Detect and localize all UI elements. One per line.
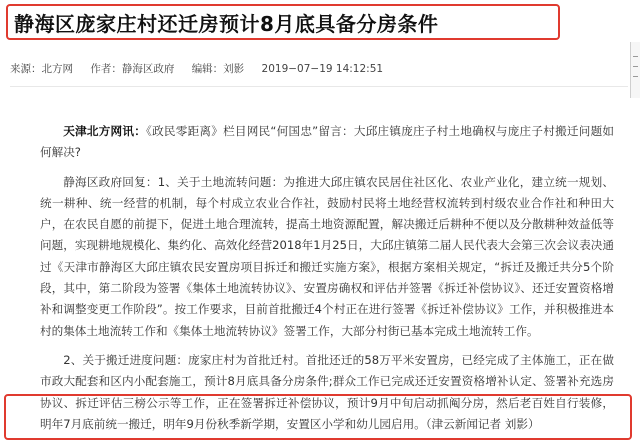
handle-tick (633, 56, 638, 57)
meta-source: 来源：北方网 (10, 63, 73, 75)
article-title: 静海区庞家庄村还迁房预计8月底具备分房条件 (14, 11, 439, 36)
paragraph-1 (40, 121, 614, 164)
meta-author: 作者：静海区政府 (90, 63, 175, 75)
title-highlight-box (6, 4, 560, 40)
meta-date: 2019−07−19 14:12:51 (261, 63, 384, 75)
paragraph-lead: 天津北方网讯： (63, 124, 147, 138)
handle-tick (633, 76, 638, 77)
article-meta (10, 61, 383, 76)
article-body (40, 121, 614, 435)
paragraph-2: 静海区政府回复：1、关于土地流转问题：为推进大邱庄镇农民居住社区化、农业产业化，建立统一规划、统一耕种、统一经营的机制，每个村成立农业合作社，鼓励村民将土地经营权流转到村级农业合作社和种田大户，在农民自愿的前提下，促进土地合理流转，提高土地资源配置，解决搬迁后耕种不便以及分散耕种效益低等问题，实现耕地规模化、集约化、高效化经营2018年1月25日，大邱庄镇第二届人民代表大会第三次会议表决通过《天津市静海区大邱庄镇农民安置房项目拆迁和搬迁实施方案》，根据方案相关规定，“拆迁及搬迁共分5个阶段，其中，第二阶段为签署《集体土地流转协议》、安置房确权和评估并签署《拆迁补偿协议》、还迁安置资格增补和调整变更工作阶段”。按工作要求，目前首批搬迁4个村正在进行签署《拆迁补偿协议》工作，并积极推进本村的集体土地流转工作和《集体土地流转协议》签署工作，大部分村街已基本完成土地流转工作。 (40, 174, 614, 338)
meta-divider (10, 86, 628, 87)
scroll-edge-handle[interactable] (630, 42, 640, 98)
meta-editor: 编辑：刘影 (191, 63, 245, 75)
handle-tick (633, 66, 638, 67)
paragraph-3: 2、关于搬迁进度问题：庞家庄村为首批迁村。首批还迁的58万平米安置房，已经完成了主体施工，正在做市政大配套和区内小配套施工，预计8月底具备分房条件;群众工作已完成还迁安置资格增补认定、签署补充选房协议、拆迁评估三榜公示等工作，正在签署拆迁补偿协议，预计9月中旬启动抓阄分房，然后老百姓自行装修，明年7月底前统一搬迁，明年9月份秋季新学期，安置区小学和幼儿园启用。（津云新闻记者 刘影） (40, 352, 614, 431)
paragraph-1-text: 《政民零距离》栏目网民“何国忠”留言：大邱庄镇庞庄子村土地确权与庞庄子村搬迁问题如何解决? (40, 124, 614, 160)
